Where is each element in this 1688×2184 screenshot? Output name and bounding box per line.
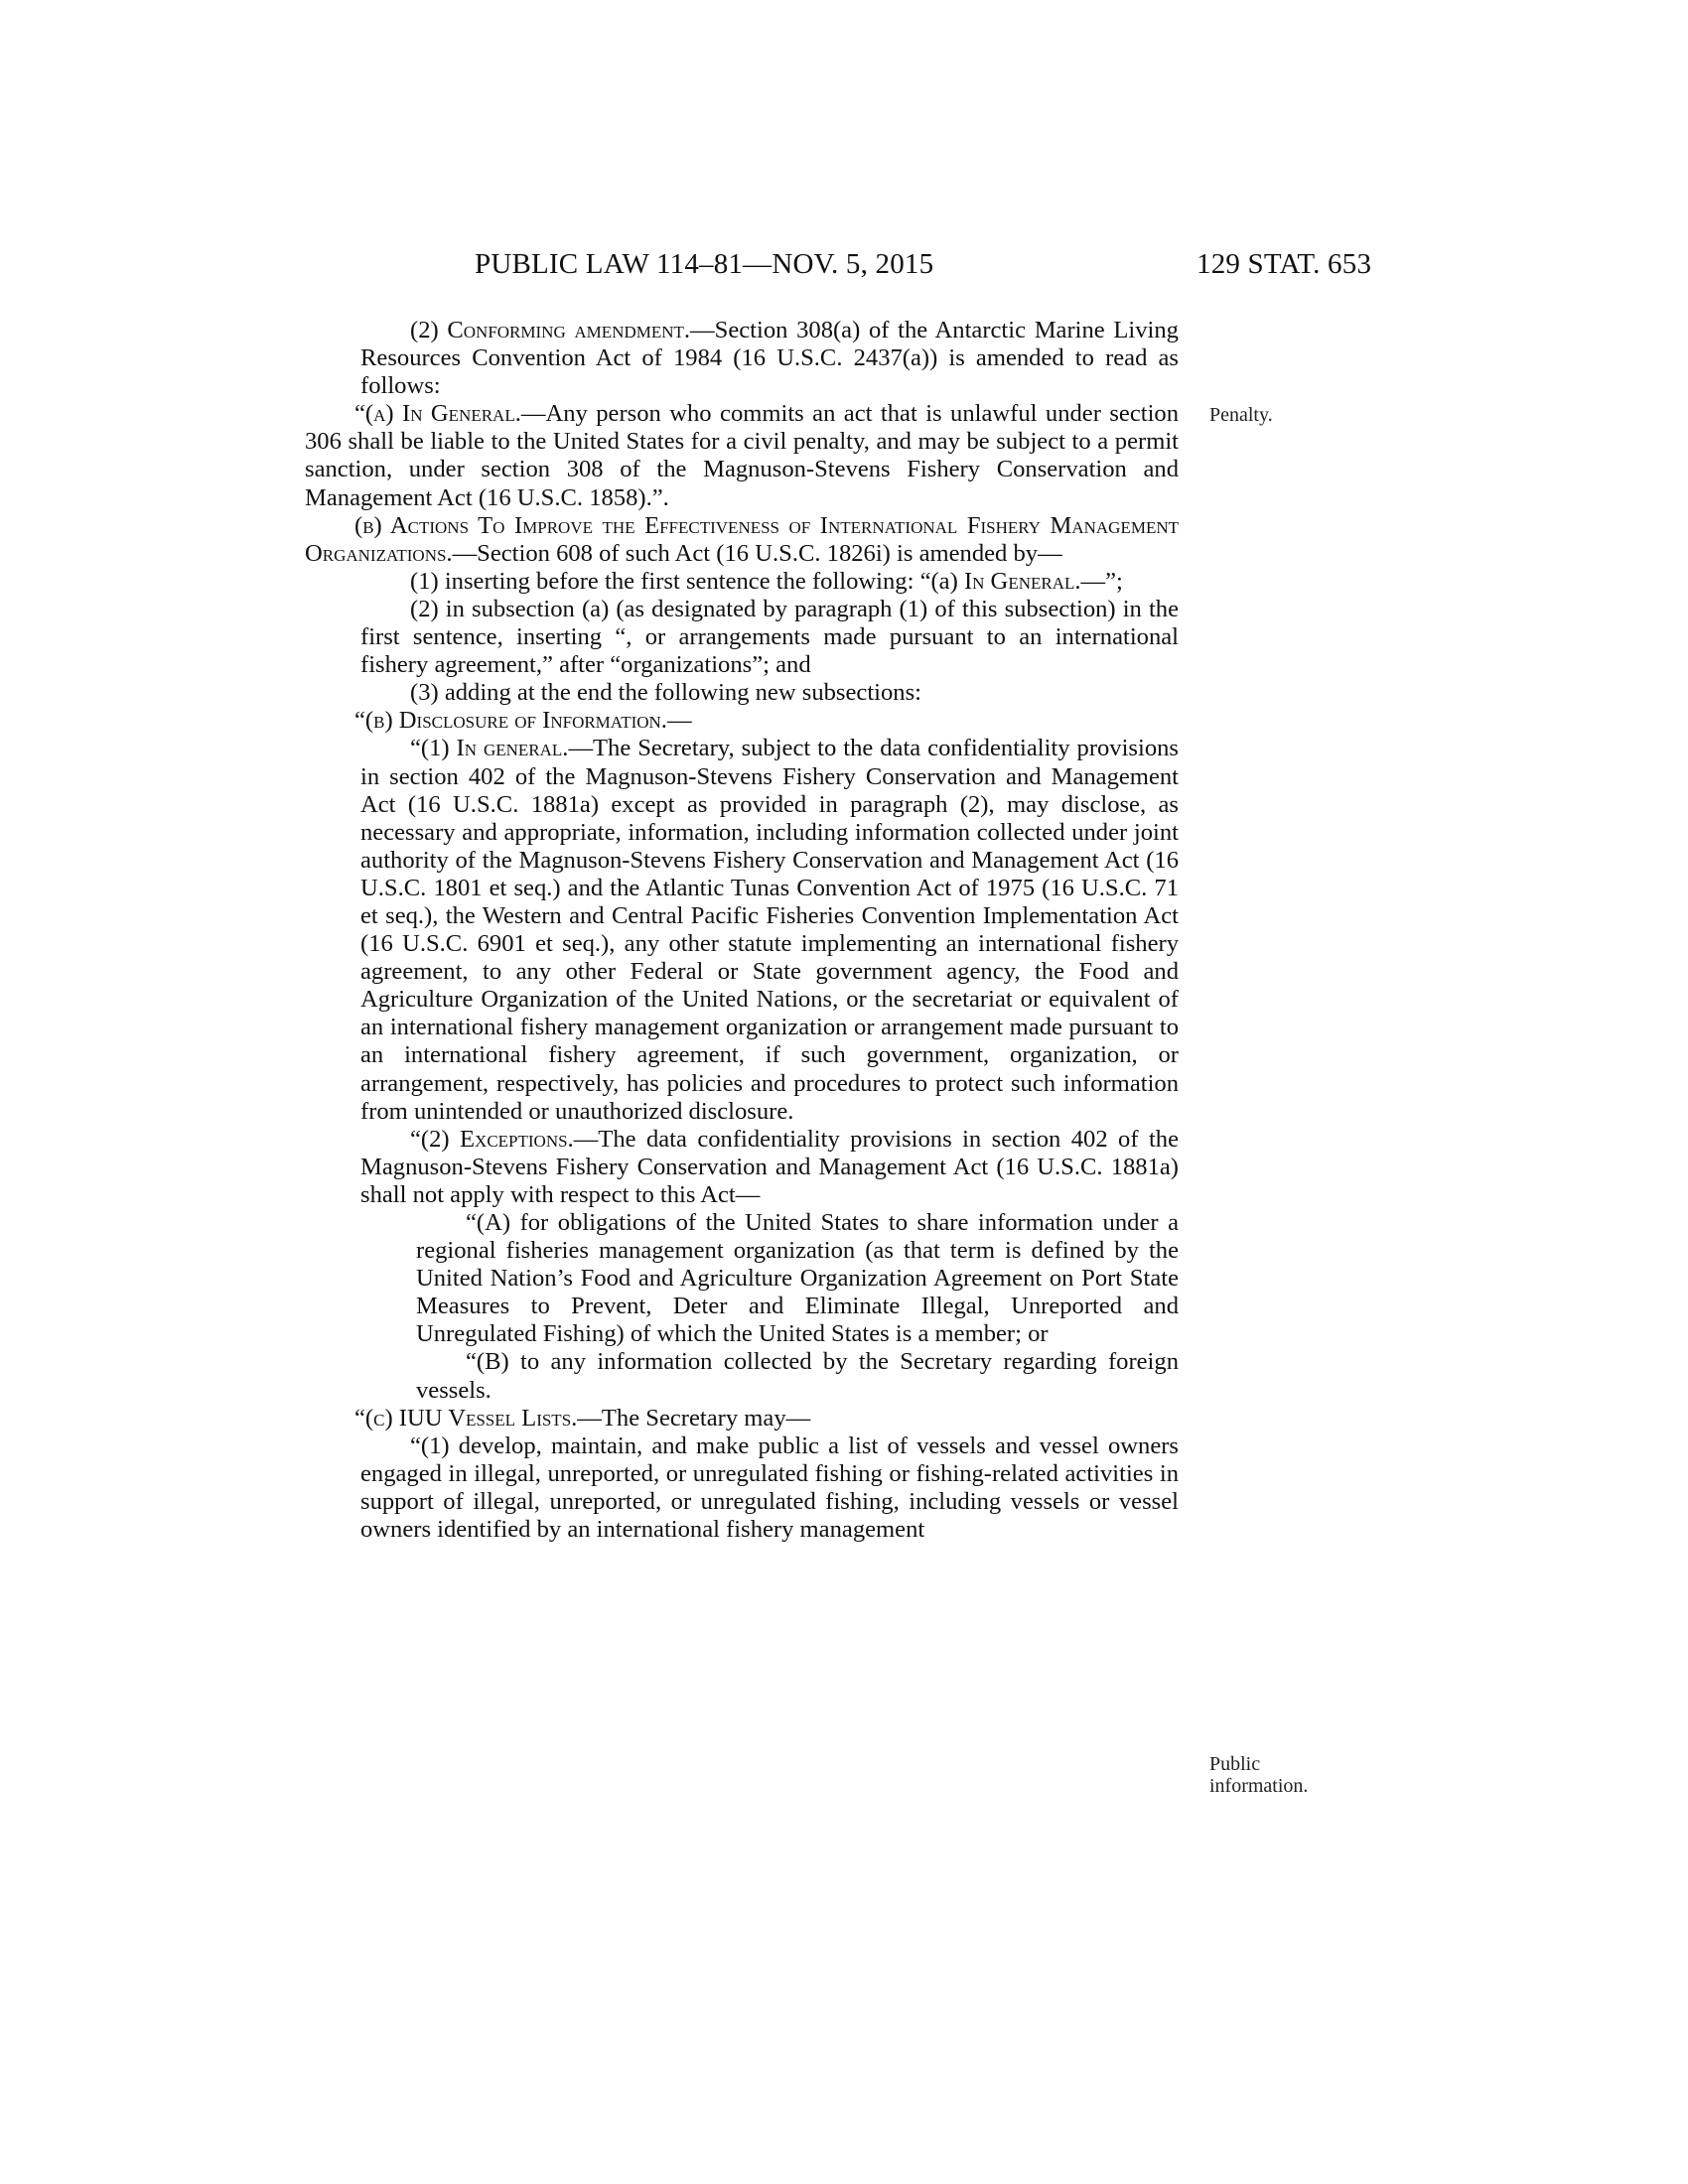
paragraph-heading: “(c) IUU Vessel Lists. [354, 1404, 578, 1432]
page-header [0, 248, 1688, 288]
paragraph-heading: “(b) Disclosure of Information. [354, 707, 667, 735]
paragraph-iuu-vessel-lists [305, 1405, 1179, 1433]
paragraph-exception-a: “(A) for obligations of the United States to share information under a regional fisheries management organization (as that term is defined by the United Nation’s Food and Agriculture Organization Agreement on Port State Measures to Prevent, Deter and Eliminate Illegal, Unreported and Unregulated Fishing) of which the United States is a member; or [416, 1209, 1179, 1348]
margin-note-penalty: Penalty. [1209, 404, 1273, 426]
paragraph-heading: “(a) In General. [354, 400, 521, 428]
paragraph-text: — [666, 707, 692, 735]
margin-note-public-line1: Public [1209, 1753, 1261, 1775]
paragraph-text: —”; [1080, 567, 1123, 595]
margin-note-public-line2: information. [1209, 1775, 1309, 1797]
statute-page-number: 129 STAT. 653 [1196, 248, 1372, 280]
paragraph-text: —Any person who commits an act that is unlawful under section 306 shall be liable to the United States for a civil penalty, and may be subject to a permit sanction, under section 308 of the Magnuson-Stevens Fishery Conservation and Management Act (16 U.S.C. 1858).”. [305, 400, 1179, 511]
paragraph-text: —The Secretary may— [577, 1404, 811, 1432]
paragraph-disclosure-heading [305, 707, 1179, 735]
paragraph-exceptions [305, 1126, 1179, 1209]
paragraph-text: —Section 308(a) of the Antarctic Marine Living Resources Convention Act of 1984 (16 U.S.C. 2437(a)) is amended to read as follows: [360, 317, 1179, 400]
paragraph-heading: “(1) In general. [410, 735, 569, 762]
paragraph-text: —The data confidentiality provisions in section 402 of the Magnuson-Stevens Fishery Conservation and Management Act (16 U.S.C. 1881a) shall not apply with respect to this Act— [360, 1125, 1179, 1208]
paragraph-heading: (2) Conforming amendment. [410, 317, 691, 343]
paragraph-disclosure-in-general [305, 735, 1179, 1125]
statute-body [305, 317, 1179, 1544]
paragraph-heading: (b) Actions To Improve the Effectiveness of International Fishery Management Organizations. [305, 511, 1179, 567]
paragraph-heading: “(2) Exceptions. [410, 1125, 574, 1153]
paragraph-item-1 [305, 568, 1179, 596]
paragraph-iuu-item-1: “(1) develop, maintain, and make public a list of vessels and vessel owners engaged in illegal, unreported, or unregulated fishing or fishing-related activities in support of illegal, unreported, or unregulated fishing, including vessels or vessel owners identified by an international fishery management [360, 1432, 1179, 1544]
paragraph-text: —Section 608 of such Act (16 U.S.C. 1826i) is amended by— [452, 539, 1062, 567]
paragraph-heading: In General. [963, 567, 1081, 595]
paragraph-conforming-amendment [305, 317, 1179, 400]
paragraph-actions-to-improve [305, 512, 1179, 568]
paragraph-item-3: (3) adding at the end the following new subsections: [410, 679, 921, 707]
running-head-title: PUBLIC LAW 114–81—NOV. 5, 2015 [475, 248, 934, 280]
paragraph-text: (1) inserting before the first sentence the following: “(a) [410, 567, 964, 595]
paragraph-text: —The Secretary, subject to the data confidentiality provisions in section 402 of the Magnuson-Stevens Fishery Conservation and Management Act (16 U.S.C. 1881a) except as provided in paragraph (2), may disclose, as necessary and appropriate, information, including information collected under joint authority of the Magnuson-Stevens Fishery Conservation and Management Act (16 U.S.C. 1801 et seq.) and the Atlantic Tunas Convention Act of 1975 (16 U.S.C. 71 et seq.), the Western and Central Pacific Fisheries Convention Implementation Act (16 U.S.C. 6901 et seq.), any other statute implementing an international fishery agreement, to any other Federal or State government agency, the Food and Agriculture Organization of the United Nations, or the secretariat or equivalent of an international fishery management organization or arrangement made pursuant to an international fishery agreement, if such government, organization, or arrangement, respectively, has policies and procedures to protect such information from unintended or unauthorized disclosure. [360, 735, 1179, 1125]
margin-note-public-information [1209, 1753, 1308, 1797]
paragraph-item-2: (2) in subsection (a) (as designated by paragraph (1) of this subsection) in the first sentence, inserting “, or arrangements made pursuant to an international fishery agreement,” after “organizations”; and [360, 595, 1179, 679]
paragraph-in-general-a [305, 400, 1179, 511]
paragraph-exception-b: “(B) to any information collected by the Secretary regarding foreign vessels. [416, 1348, 1179, 1404]
